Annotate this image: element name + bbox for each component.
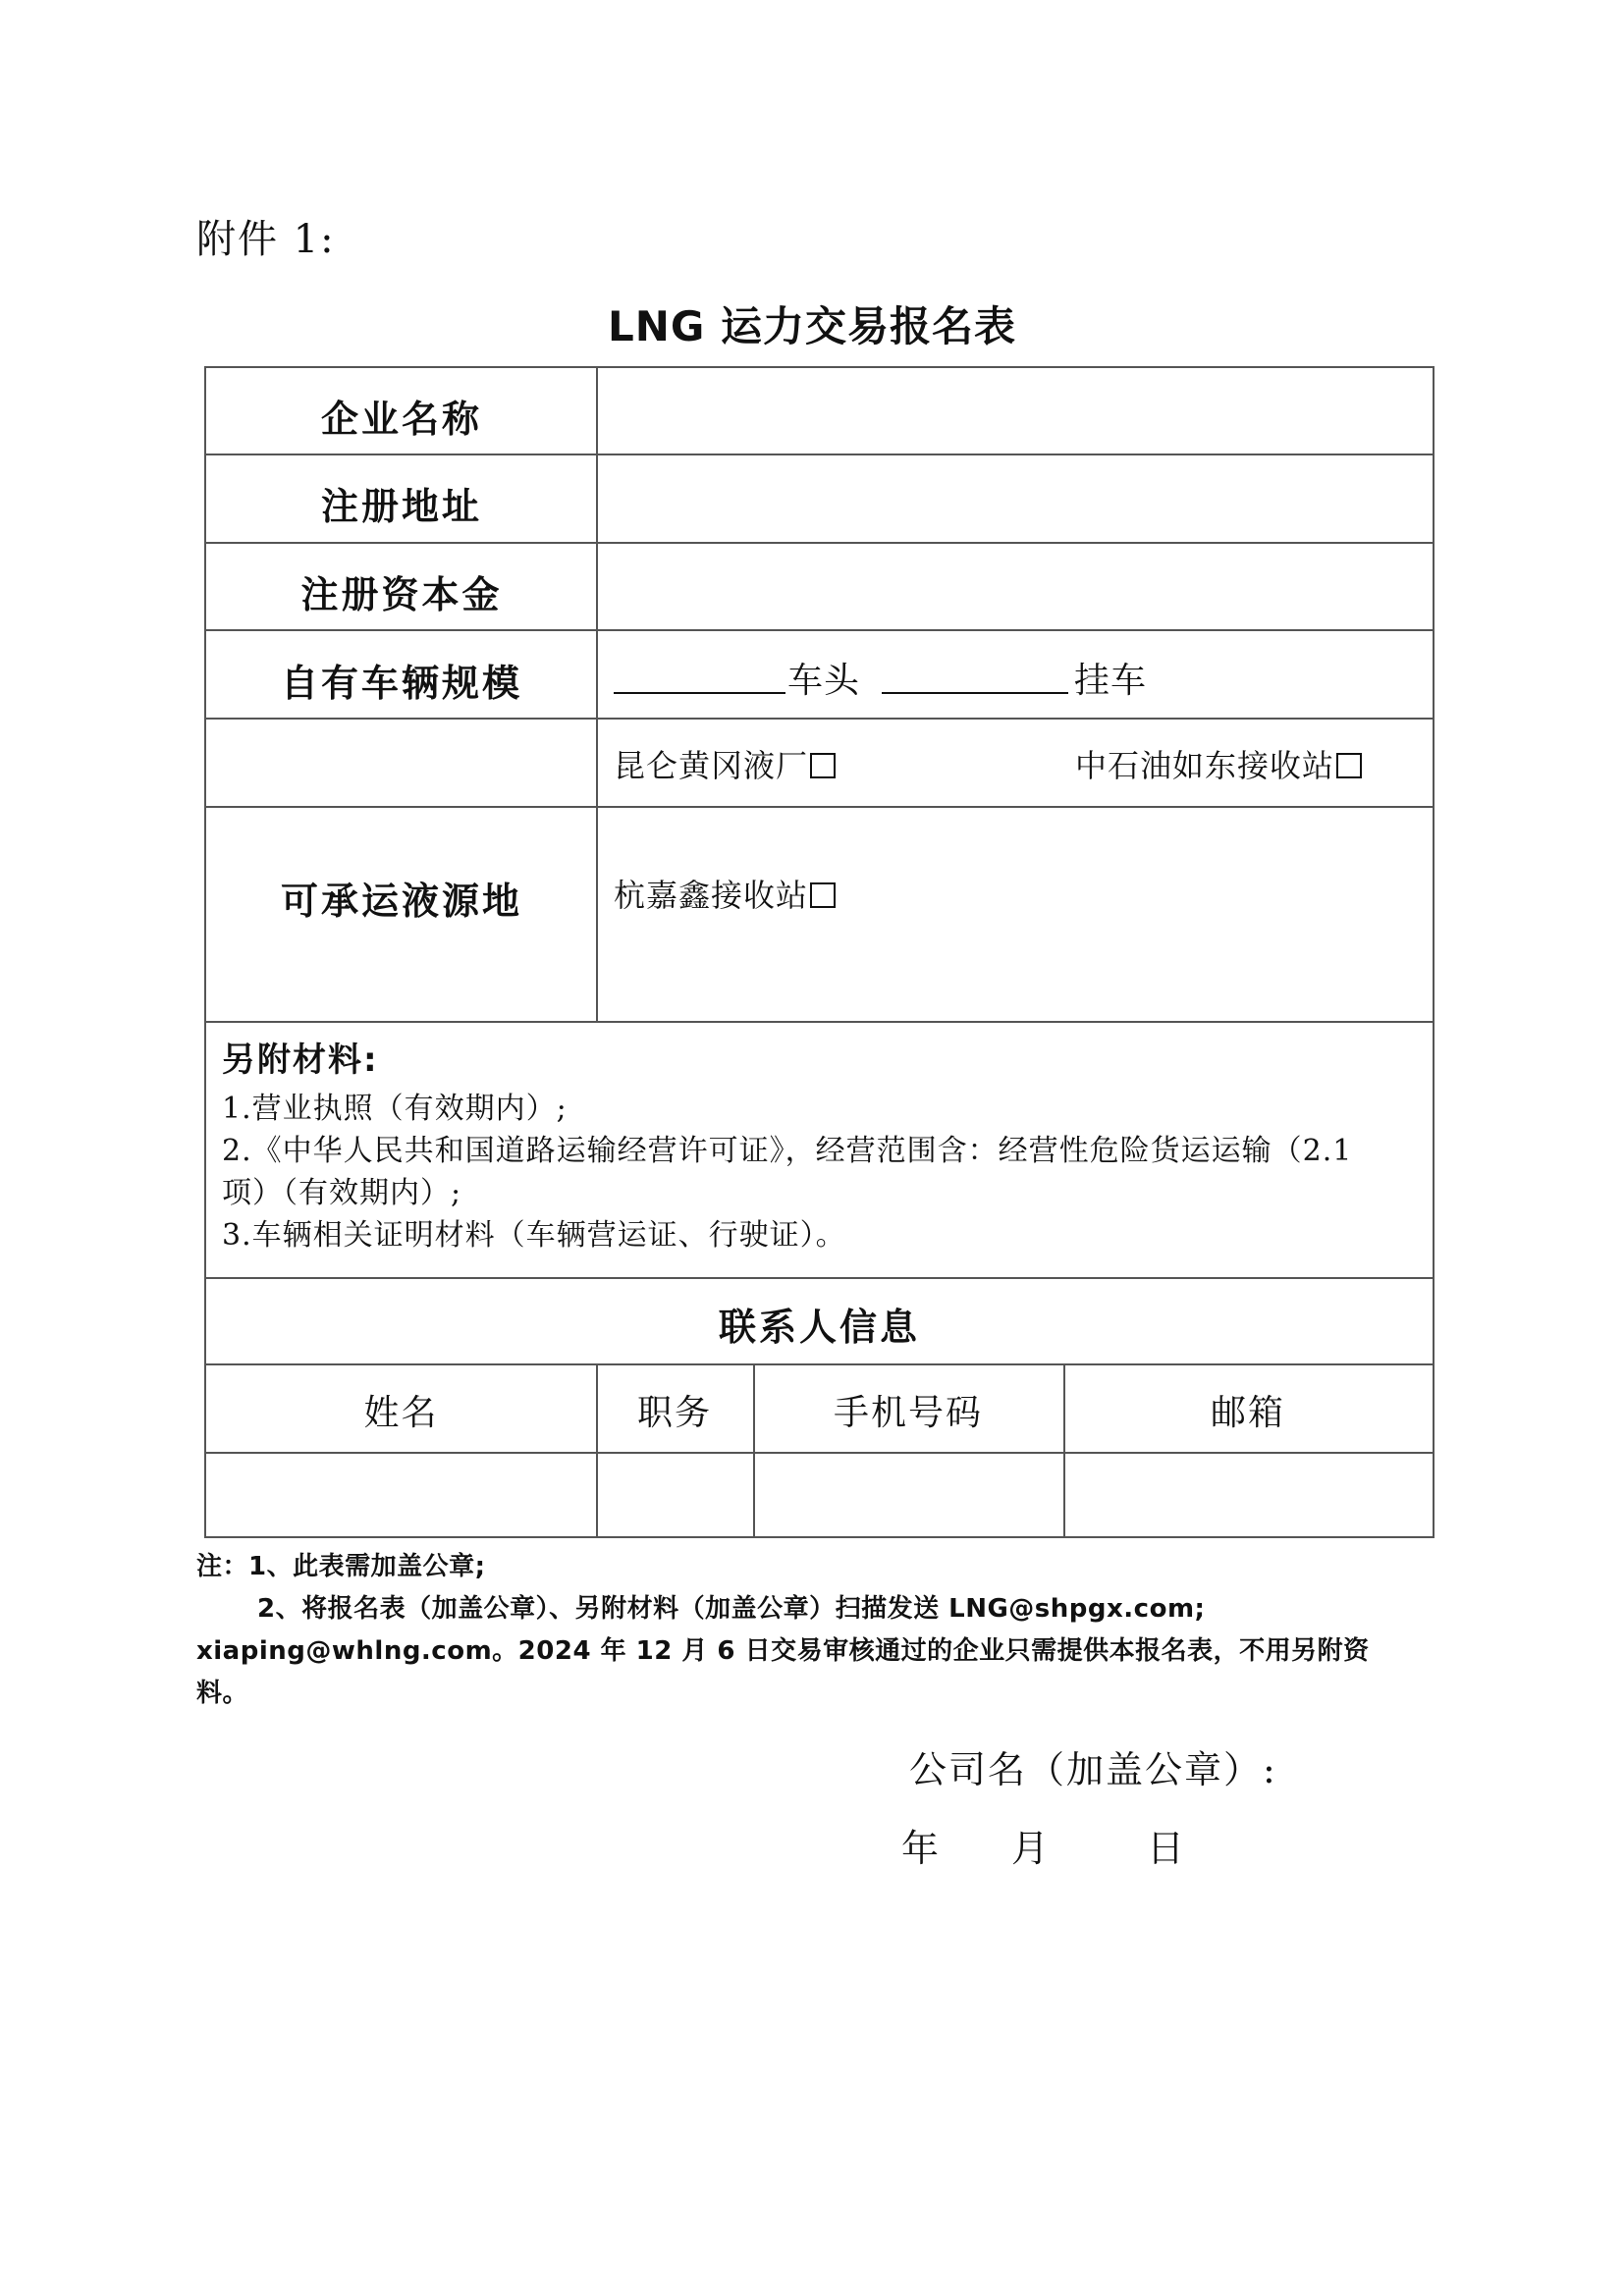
note-line: xiaping@whlng.com。2024 年 12 月 6 日交易审核通过的企业只需提供本报名表，不用另附资 (196, 1636, 1370, 1666)
materials-line: 3.车辆相关证明材料（车辆营运证、行驶证）。 (222, 1218, 846, 1253)
checkbox[interactable] (1336, 753, 1362, 778)
liquid-sources-label: 可承运液源地 (280, 880, 522, 923)
source-option-label: 杭嘉鑫接收站 (614, 877, 809, 914)
contact-row-2 (208, 1454, 1431, 1538)
date-month-label: 月 (1011, 1827, 1052, 1870)
column-header-email: 邮箱 (1210, 1393, 1285, 1433)
note-line: 料。 (196, 1679, 249, 1708)
date-year-label: 年 (901, 1827, 942, 1870)
company-name-field[interactable] (598, 370, 1433, 453)
materials-line: 1.营业执照（有效期内）; (222, 1092, 568, 1126)
row-divider (206, 1363, 1433, 1365)
row-divider (206, 806, 1433, 808)
source-option-label: 昆仑黄冈液厂 (614, 747, 809, 784)
source-option-kunlun[interactable] (614, 741, 836, 786)
row-divider (206, 1277, 1433, 1279)
checkbox[interactable] (810, 882, 836, 908)
row-divider (206, 718, 1433, 720)
note-line: 注：1、此表需加盖公章; (196, 1552, 486, 1581)
registered-address-label: 注册地址 (320, 485, 482, 528)
column-header-position: 职务 (636, 1393, 712, 1433)
column-header-name: 姓名 (363, 1393, 439, 1433)
row-divider (206, 629, 1433, 631)
column-header-phone: 手机号码 (833, 1393, 983, 1433)
source-option-label: 中石油如东接收站 (1075, 747, 1335, 784)
registered-capital-field[interactable] (598, 544, 1433, 628)
source-option-rudong[interactable] (1075, 741, 1362, 786)
tractor-label: 车头 (787, 661, 861, 701)
materials-line: 2.《中华人民共和国道路运输经营许可证》，经营范围含：经营性危险货运运输（2.1 (222, 1134, 1353, 1168)
registration-form-table (204, 366, 1435, 1538)
company-name-label: 企业名称 (320, 398, 482, 441)
trailer-count-blank[interactable] (882, 692, 1068, 694)
row-divider (206, 1021, 1433, 1023)
contact-heading: 联系人信息 (718, 1306, 920, 1349)
source-option-hangjiaxin[interactable] (614, 871, 836, 916)
date-day-label: 日 (1147, 1827, 1187, 1870)
trailer-label: 挂车 (1074, 661, 1148, 701)
fleet-size-label: 自有车辆规模 (280, 662, 522, 705)
registered-capital-label: 注册资本金 (300, 573, 503, 616)
materials-heading: 另附材料: (222, 1041, 379, 1080)
checkbox[interactable] (810, 753, 836, 778)
form-title: LNG 运力交易报名表 (607, 302, 1016, 350)
tractor-count-blank[interactable] (614, 692, 785, 694)
registered-address-field[interactable] (598, 455, 1433, 541)
materials-line: 项）（有效期内）; (222, 1176, 462, 1210)
note-line: 2、将报名表（加盖公章）、另附材料（加盖公章）扫描发送 LNG@shpgx.com; (257, 1594, 1206, 1624)
company-seal-label: 公司名（加盖公章）: (909, 1748, 1277, 1791)
attachment-label: 附件 1: (196, 217, 336, 262)
